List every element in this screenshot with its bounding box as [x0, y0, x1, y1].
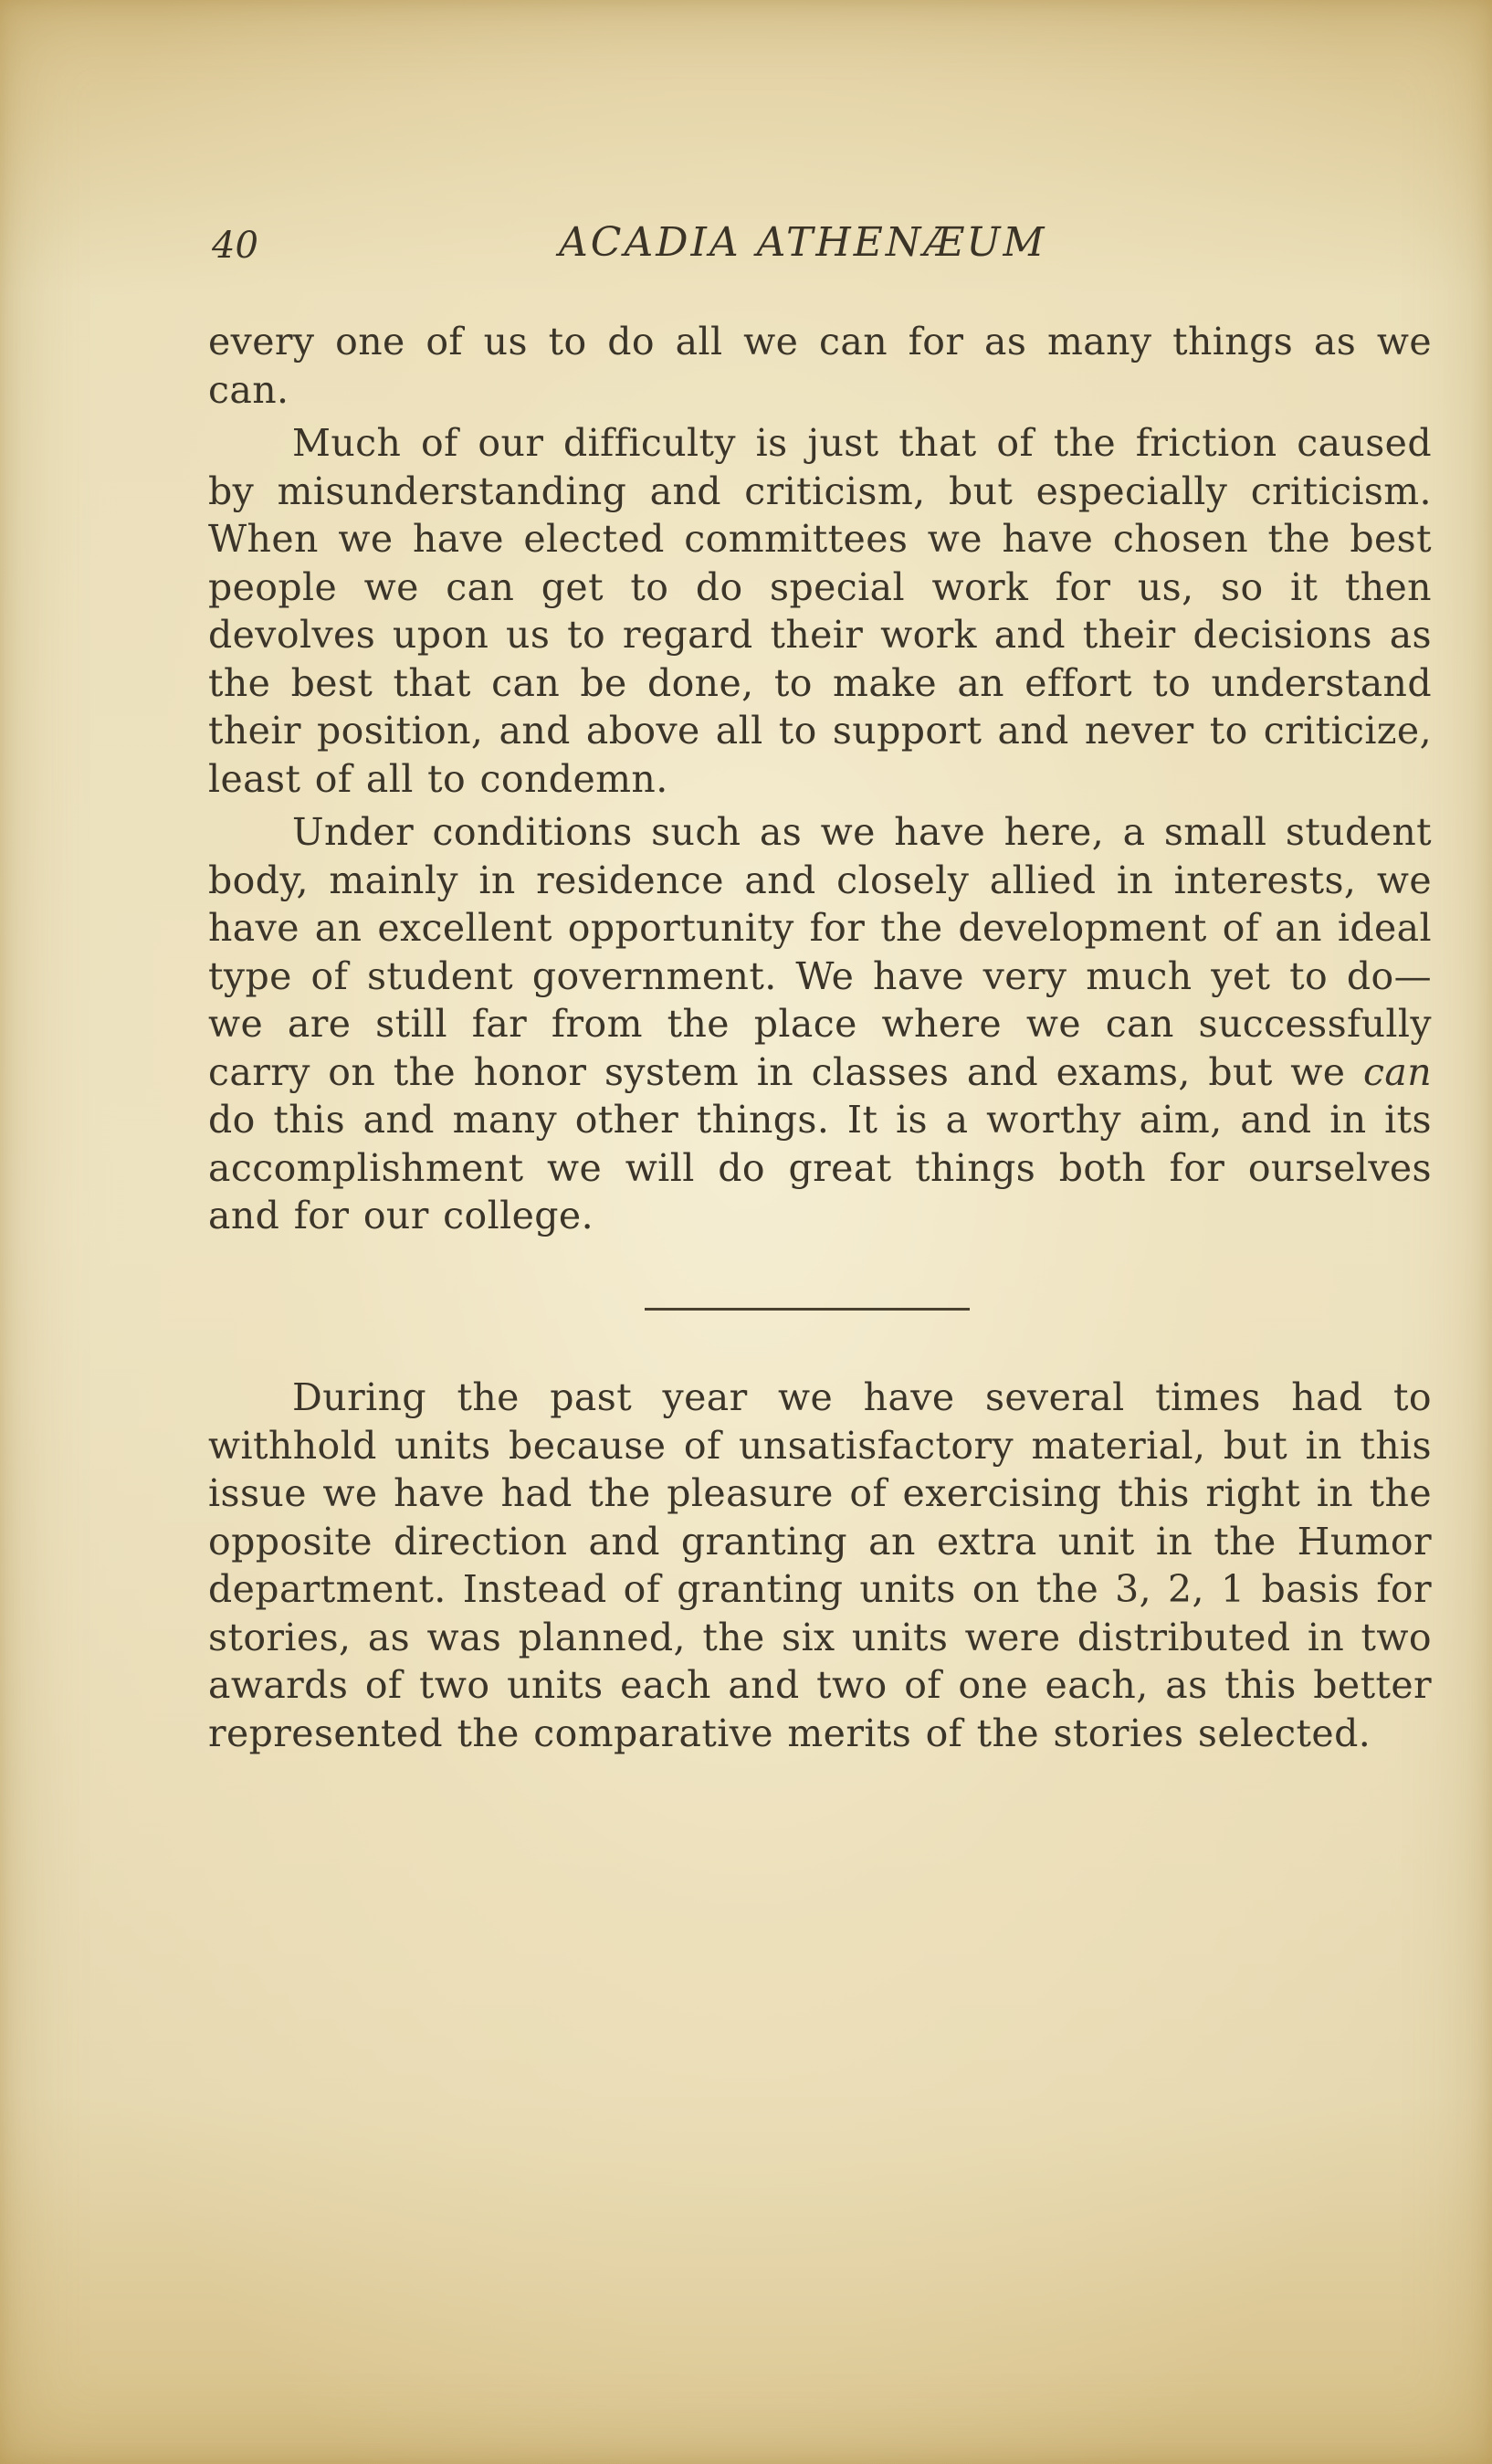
paragraph-friction: Much of our difficulty is just that of the friction caused by misunderstanding and criticism, but especially criticism. When we have elected committees we have chosen the best people we can get to do special work for us, so it then devolves upon us to regard their work and their decisions as the best that can be done, to make an effort to understand their position, and above all to support and never to criticize, least of all to condemn. — [208, 421, 1432, 801]
paragraph-text-start: Under conditions such as we have here, a small student body, mainly in residence and closely allied in interests, we have an excellent opportunity for the development of an ideal type of student government. We have very much yet to do—we are still far from the place where we can successfully carry on the honor system in classes and exams, but we — [208, 810, 1432, 1094]
running-head — [212, 219, 1435, 283]
editorial-note — [208, 1374, 1432, 1763]
article-continuation — [208, 318, 1432, 1246]
paragraph-text-end: do this and many other things. It is a worthy aim, and in its accomplishment we will do great things both for ourselves and for our college. — [208, 1098, 1432, 1237]
page-number: 40 — [212, 225, 258, 267]
paragraph-student-government — [208, 808, 1432, 1240]
emphasized-word: can — [1362, 1049, 1432, 1094]
journal-title: ACADIA ATHENÆUM — [559, 219, 1047, 266]
paragraph-continued: every one of us to do all we can for as many things as we can. — [208, 320, 1432, 412]
section-divider — [645, 1308, 970, 1311]
paragraph-units-awarded: During the past year we have several times had to withhold units because of unsatisfactory material, but in this issue we have had the pleasure of exercising this right in the opposite direction and granting an extra unit in the Humor department. Instead of granting units on the 3, 2, 1 basis for stories, as was planned, the six units were distributed in two awards of two units each and two of one each, as this better represented the comparative merits of the stories selected. — [208, 1375, 1432, 1755]
